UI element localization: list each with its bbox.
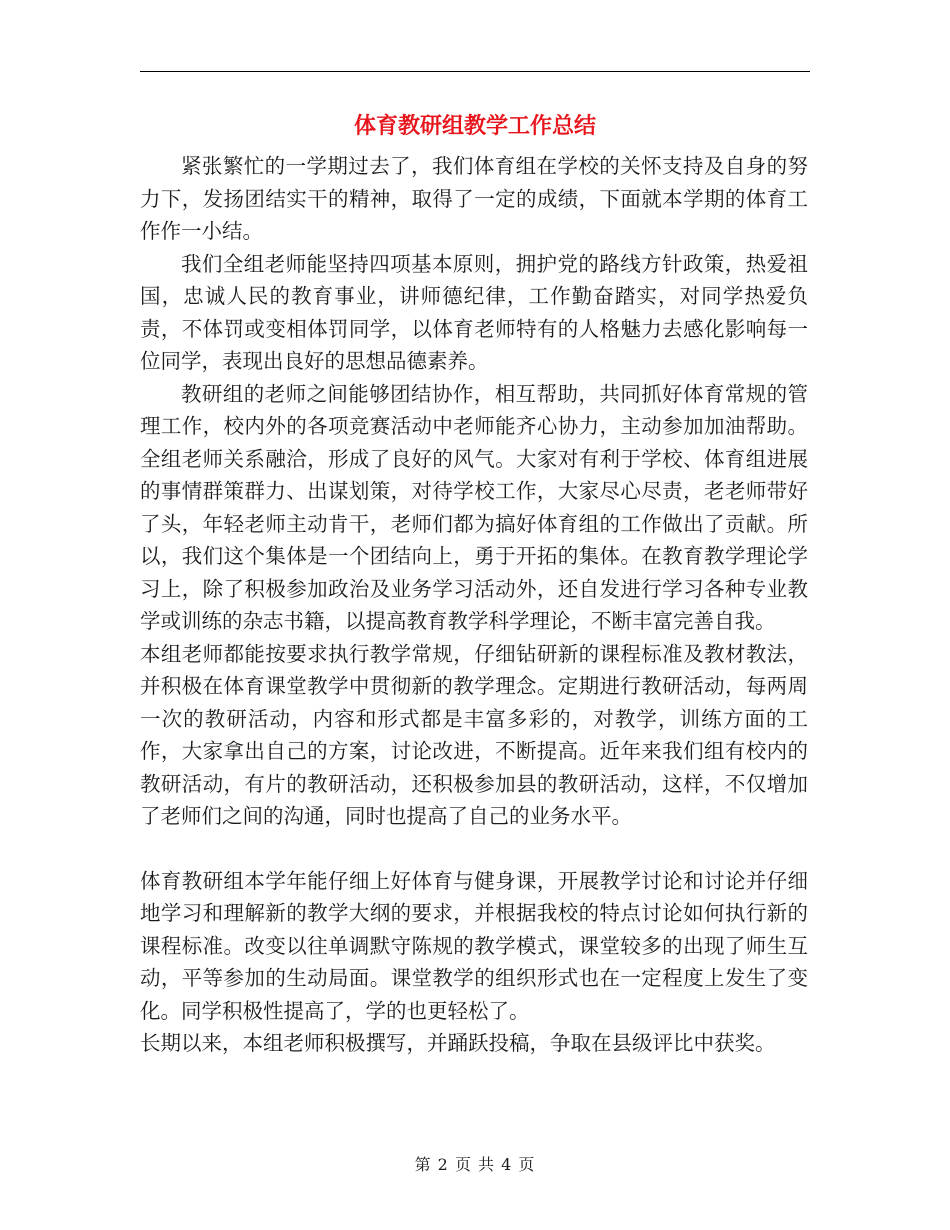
paragraph-curriculum: 体育教研组本学年能仔细上好体育与健身课，开展教学讨论和讨论并仔细地学习和理解新的教学大纲的要求，并根据我校的特点讨论如何执行新的课程标准。改变以往单调默守陈规的教学模式，课堂较多的出现了师生互动，平等参加的生动局面。课堂教学的组织形式也在一定程度上发生了变化。同学积极性提高了，学的也更轻松了。 bbox=[140, 868, 808, 1023]
page-number: 第 2 页 共 4 页 bbox=[414, 1155, 536, 1174]
paragraph-spacer bbox=[140, 833, 808, 865]
document-body bbox=[140, 150, 808, 1060]
paragraph-teaching-routine: 本组老师都能按要求执行教学常规，仔细钻研新的课程标准及教材教法，并积极在体育课堂教学中贯彻新的教学理念。定期进行教研活动，每两周一次的教研活动，内容和形式都是丰富多彩的，对教学，训练方面的工作，大家拿出自己的方案，讨论改进，不断提高。近年来我们组有校内的教研活动，有片的教研活动，还积极参加县的教研活动，这样，不仅增加了老师们之间的沟通，同时也提高了自己的业务水平。 bbox=[140, 641, 808, 828]
document-title: 体育教研组教学工作总结 bbox=[353, 113, 596, 139]
paragraph-teamwork: 教研组的老师之间能够团结协作，相互帮助，共同抓好体育常规的管理工作，校内外的各项竞赛活动中老师能齐心协力，主动参加加油帮助。全组老师关系融洽，形成了良好的风气。大家对有利于学校、体育组进展的事情群策群力、出谋划策，对待学校工作，大家尽心尽责，老老师带好了头，年轻老师主动肯干，老师们都为搞好体育组的工作做出了贡献。所以，我们这个集体是一个团结向上，勇于开拓的集体。在教育教学理论学习上，除了积极参加政治及业务学习活动外，还自发进行学习各种专业教学或训练的杂志书籍，以提高教育教学科学理论，不断丰富完善自我。 bbox=[140, 381, 808, 633]
paragraph-writing: 长期以来，本组老师积极撰写，并踊跃投稿，争取在县级评比中获奖。 bbox=[140, 1031, 776, 1055]
paragraph-ethics: 我们全组老师能坚持四项基本原则，拥护党的路线方针政策，热爱祖国，忠诚人民的教育事业，讲师德纪律，工作勤奋踏实，对同学热爱负责，不体罚或变相体罚同学，以体育老师特有的人格魅力去感化影响每一位同学，表现出良好的思想品德素养。 bbox=[140, 251, 808, 373]
paragraph-intro: 紧张繁忙的一学期过去了，我们体育组在学校的关怀支持及自身的努力下，发扬团结实干的精神，取得了一定的成绩，下面就本学期的体育工作作一小结。 bbox=[140, 154, 808, 243]
header-rule bbox=[140, 71, 810, 72]
